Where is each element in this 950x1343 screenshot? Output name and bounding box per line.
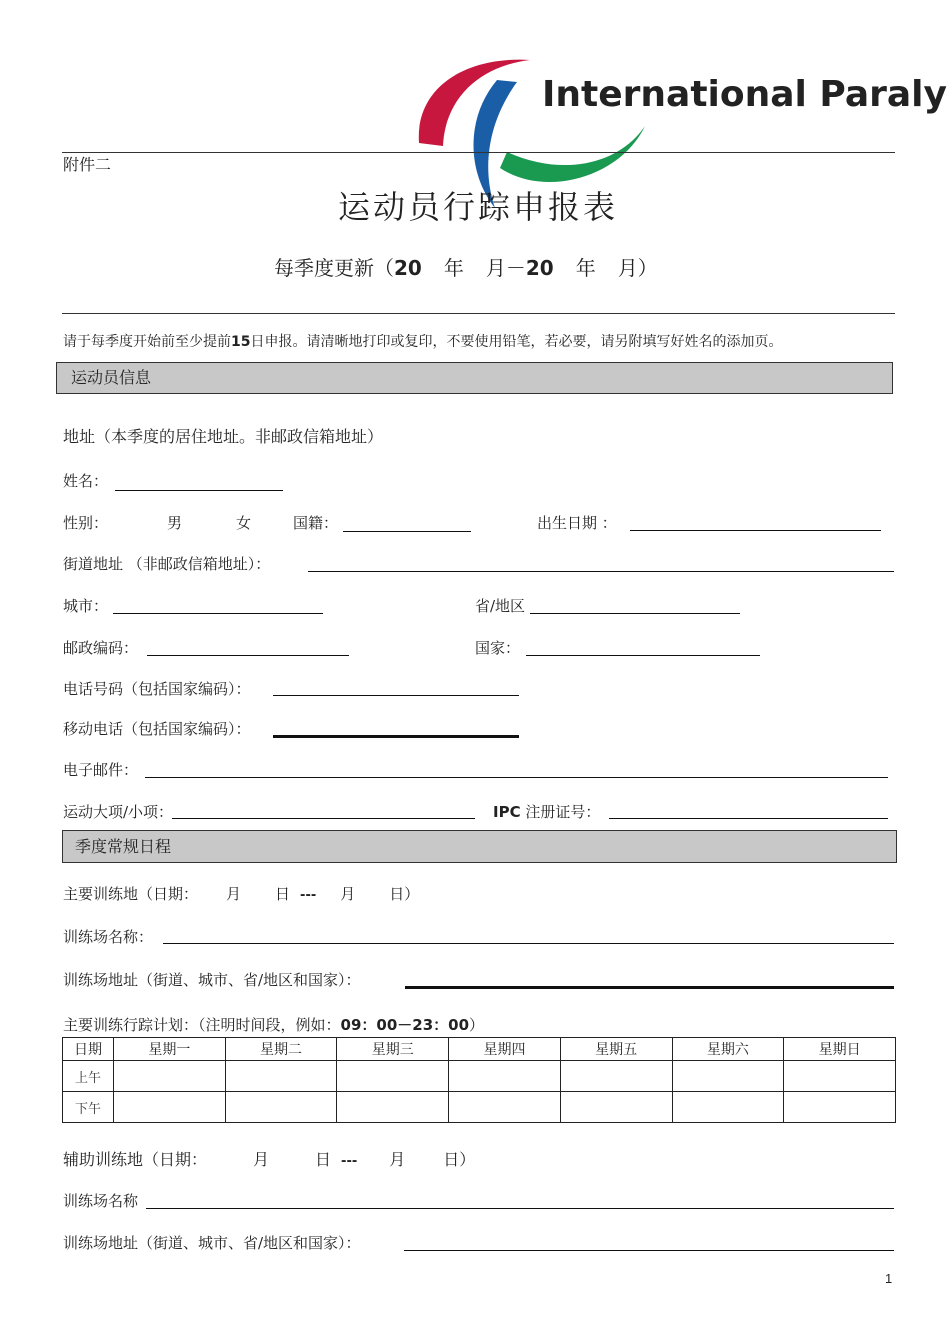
cell-pm-sun[interactable] <box>784 1092 896 1123</box>
cell-am-fri[interactable] <box>560 1061 672 1092</box>
main-venue-field[interactable] <box>163 943 894 944</box>
main-venue-address-field[interactable] <box>405 986 894 989</box>
postal-label: 邮政编码： <box>63 639 139 657</box>
main-venue-label: 训练场名称： <box>63 928 154 946</box>
logo-wordmark: International Paraly <box>542 74 947 115</box>
row-pm-label: 下午 <box>63 1092 114 1123</box>
col-sunday: 星期日 <box>784 1038 896 1061</box>
cell-pm-thu[interactable] <box>449 1092 561 1123</box>
cell-am-wed[interactable] <box>337 1061 449 1092</box>
aux-venue-address-label: 训练场地址（街道、城市、省/地区和国家）： <box>63 1234 361 1252</box>
aux-training-label: 辅助训练地（日期： 月 日 --- 月 日） <box>63 1150 476 1169</box>
schedule-am-row <box>63 1061 896 1092</box>
col-friday: 星期五 <box>560 1038 672 1061</box>
aux-venue-address-field[interactable] <box>404 1250 894 1251</box>
postal-field[interactable] <box>147 655 349 656</box>
annex-label: 附件二 <box>63 155 112 174</box>
cell-pm-sat[interactable] <box>672 1092 784 1123</box>
email-label: 电子邮件： <box>63 761 139 779</box>
sport-label: 运动大项/小项： <box>63 803 174 821</box>
instruction-text: 请于每季度开始前至少提前15日申报。请清晰地打印或复印，不要使用铅笔，若必要，请另附填写好姓名的添加页。 <box>63 334 783 350</box>
gender-label: 性别： <box>63 514 109 532</box>
nationality-field[interactable] <box>343 531 471 532</box>
col-saturday: 星期六 <box>672 1038 784 1061</box>
schedule-pm-row <box>63 1092 896 1123</box>
schedule-header-row <box>63 1038 896 1061</box>
cell-pm-mon[interactable] <box>114 1092 226 1123</box>
gender-female-option[interactable]: 女 <box>236 514 252 532</box>
main-training-label: 主要训练地（日期： 月 日 --- 月 日） <box>63 885 420 903</box>
ipc-field[interactable] <box>609 818 888 819</box>
col-wednesday: 星期三 <box>337 1038 449 1061</box>
cell-pm-tue[interactable] <box>225 1092 337 1123</box>
name-label: 姓名： <box>63 472 109 490</box>
city-label: 城市： <box>63 597 109 615</box>
header-rule <box>62 152 895 153</box>
cell-pm-wed[interactable] <box>337 1092 449 1123</box>
section-athlete-info: 运动员信息 <box>56 362 893 394</box>
province-field[interactable] <box>530 613 740 614</box>
col-date: 日期 <box>63 1038 114 1061</box>
col-monday: 星期一 <box>114 1038 226 1061</box>
cell-am-thu[interactable] <box>449 1061 561 1092</box>
cell-am-tue[interactable] <box>225 1061 337 1092</box>
ipc-label: IPC 注册证号： <box>493 803 601 821</box>
training-plan-label: 主要训练行踪计划：（注明时间段，例如：09：00－23：00） <box>63 1016 485 1034</box>
cell-pm-fri[interactable] <box>560 1092 672 1123</box>
address-heading: 地址（本季度的居住地址。非邮政信箱地址） <box>63 427 384 446</box>
mobile-field[interactable] <box>273 735 519 738</box>
city-field[interactable] <box>113 613 323 614</box>
row-am-label: 上午 <box>63 1061 114 1092</box>
page-number: 1 <box>885 1271 893 1286</box>
name-field[interactable] <box>115 490 283 491</box>
col-tuesday: 星期二 <box>225 1038 337 1061</box>
nationality-label: 国籍： <box>293 514 339 532</box>
street-label: 街道地址 （非邮政信箱地址）： <box>63 555 271 573</box>
phone-label: 电话号码（包括国家编码）： <box>63 680 251 698</box>
phone-field[interactable] <box>273 695 519 696</box>
country-label: 国家： <box>475 639 521 657</box>
section-quarterly-schedule: 季度常规日程 <box>62 830 897 863</box>
cell-am-sun[interactable] <box>784 1061 896 1092</box>
aux-venue-field[interactable] <box>146 1208 894 1209</box>
cell-am-mon[interactable] <box>114 1061 226 1092</box>
form-title: 运动员行踪申报表 <box>338 188 619 226</box>
form-subtitle: 每季度更新（20 年 月－20 年 月） <box>274 256 658 280</box>
sport-field[interactable] <box>172 818 475 819</box>
mobile-label: 移动电话（包括国家编码）： <box>63 720 251 738</box>
street-field[interactable] <box>308 571 894 572</box>
gender-male-option[interactable]: 男 <box>167 514 183 532</box>
aux-venue-label: 训练场名称 <box>63 1192 139 1210</box>
dob-label: 出生日期 ： <box>537 514 617 532</box>
main-venue-address-label: 训练场地址（街道、城市、省/地区和国家）： <box>63 971 361 989</box>
country-field[interactable] <box>526 655 760 656</box>
training-schedule-table <box>62 1037 896 1123</box>
email-field[interactable] <box>145 777 888 778</box>
col-thursday: 星期四 <box>449 1038 561 1061</box>
cell-am-sat[interactable] <box>672 1061 784 1092</box>
province-label: 省/地区 <box>475 597 526 615</box>
subtitle-rule <box>62 313 895 314</box>
dob-field[interactable] <box>630 530 881 531</box>
